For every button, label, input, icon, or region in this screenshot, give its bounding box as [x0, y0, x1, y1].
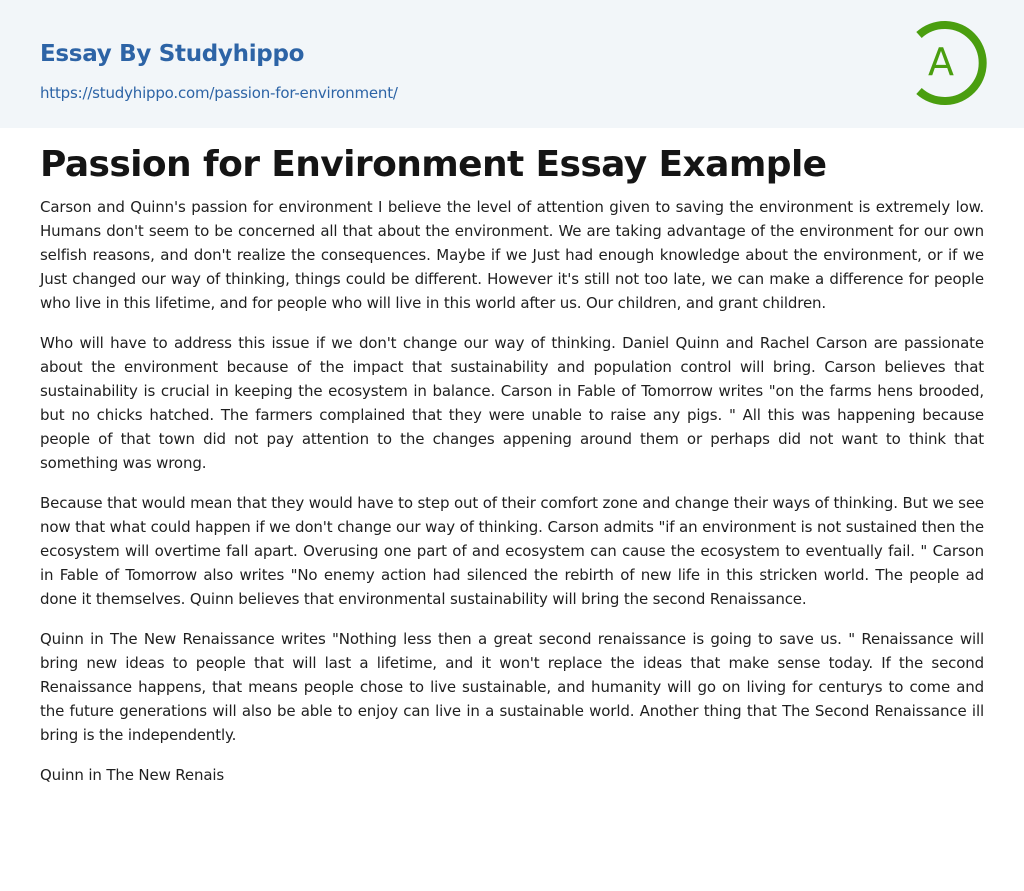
- essay-paragraph: Who will have to address this issue if we don't change our way of thinking. Daniel Quinn and Rachel Carson are passionate about the environment because of the impact that sustainability and population control will bring. Carson believes that sustainability is crucial in keeping the ecosystem in balance. Carson in Fable of Tomorrow writes "on the farms hens brooded, but no chicks hatched. The farmers complained that they were unable to raise any pigs. " All this was happening because people of that town did not pay attention to the changes appening around them or perhaps did not want to think that something was wrong.: [40, 334, 984, 472]
- brand-name[interactable]: Essay By Studyhippo: [40, 41, 305, 67]
- page-title: Passion for Environment Essay Example: [40, 144, 827, 185]
- essay-paragraph: Quinn in The New Renais: [40, 766, 225, 784]
- essay-paragraph: Quinn in The New Renaissance writes "Nothing less then a great second renaissance is going to save us. " Renaissance will bring new ideas to people that will last a lifetime, and it won't replace the ideas that make sense today. If the second Renaissance happens, that means people chose to live sustainable, and humanity will go on living for centurys to come and the future generations will also be able to enjoy can live in a sustainable world. Another thing that The Second Renaissance ill bring is the independently.: [40, 630, 984, 744]
- essay-paragraph: Carson and Quinn's passion for environment I believe the level of attention given to saving the environment is extremely low. Humans don't seem to be concerned all that about the environment. We are taking advantage of the environment for our own selfish reasons, and don't realize the consequences. Maybe if we Just had enough knowledge about the environment, or if we Just changed our way of thinking, things could be different. However it's still not too late, we can make a difference for people who live in this lifetime, and for people who will live in this world after us. Our children, and grant children.: [40, 198, 984, 312]
- logo-icon[interactable]: [900, 18, 990, 108]
- source-url-link[interactable]: https://studyhippo.com/passion-for-environment/: [40, 84, 398, 102]
- site-header: [0, 0, 1024, 128]
- essay-paragraph: Because that would mean that they would have to step out of their comfort zone and change their ways of thinking. But we see now that what could happen if we don't change our way of thinking. Carson admits "if an environment is not sustained then the ecosystem will overtime fall apart. Overusing one part of and ecosystem can cause the ecosystem to eventually fail. " Carson in Fable of Tomorrow also writes "No enemy action had silenced the rebirth of new life in this stricken world. The people ad done it themselves. Quinn believes that environmental sustainability will bring the second Renaissance.: [40, 494, 984, 608]
- logo-letter: A: [928, 40, 954, 84]
- essay-body: [40, 195, 984, 803]
